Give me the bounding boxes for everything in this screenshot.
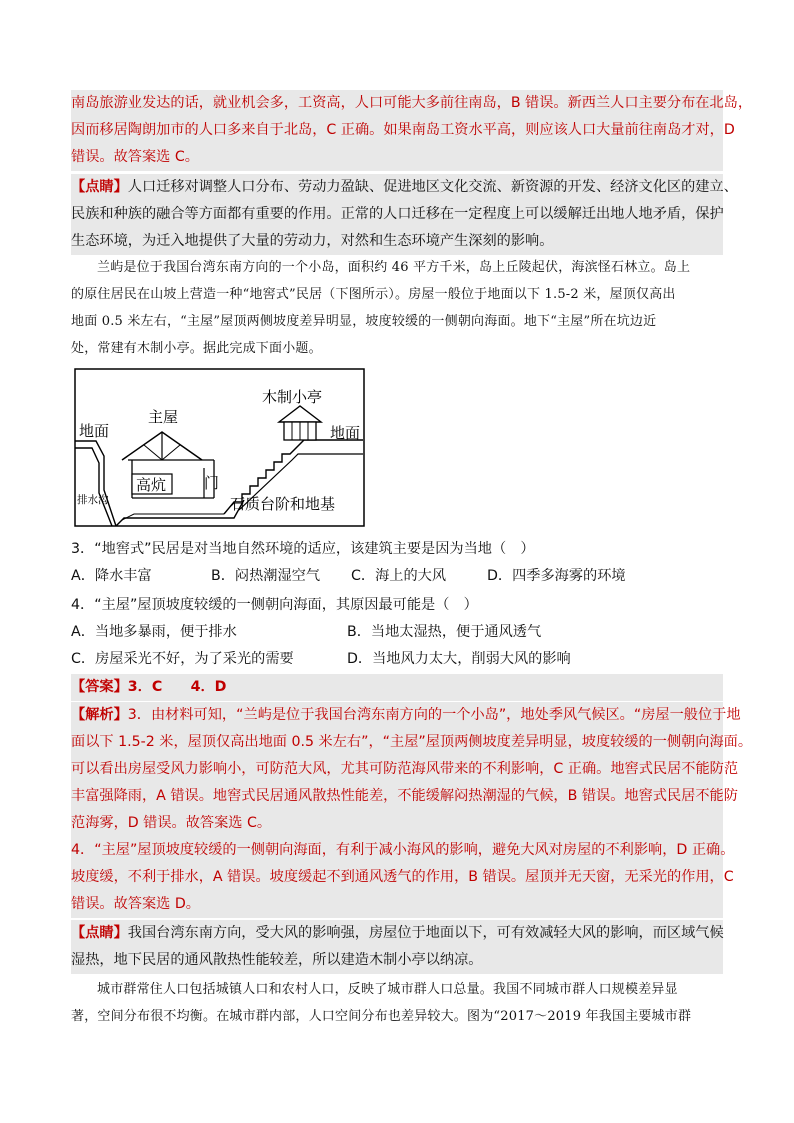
option-b[interactable]: B．闷热潮湿空气: [211, 568, 321, 584]
analysis-line: 范海雾，D 错误。故答案选 C。: [71, 815, 272, 831]
analysis-line: 面以下 1.5-2 米，屋顶仅高出地面 0.5 米左右”，“主屋”屋顶两侧坡度差异明显，坡度较缓的一侧朝向海面。: [71, 734, 753, 750]
passage-line: 的原住居民在山坡上营造一种“地窖式”民居（下图所示）。房屋一般位于地面以下 1.5-2 米，屋顶仅高出: [71, 287, 676, 302]
option-b[interactable]: B．当地太湿热，便于通风透气: [347, 624, 542, 640]
option-d[interactable]: D．四季多海雾的环境: [487, 568, 626, 584]
analysis-line: 4．“主屋”屋顶坡度较缓的一侧朝向海面，有利于减小海风的影响，避免大风对房屋的不利影响，D 正确。: [71, 842, 735, 858]
analysis-tag: 【解析】: [71, 707, 128, 723]
question-3: [71, 536, 723, 590]
label-door: 门: [204, 474, 220, 492]
passage-line: 城市群常住人口包括城镇人口和农村人口，反映了城市群人口总量。我国不同城市群人口规模差异显: [97, 982, 678, 997]
comment-tag: 【点睛】: [71, 925, 128, 941]
passage-line: 兰屿是位于我国台湾东南方向的一个小岛，面积约 46 平方千米，岛上丘陵起伏，海滨怪石林立。岛上: [97, 260, 691, 275]
prev-analysis-line: 错误。故答案选 C。: [71, 149, 199, 165]
comment-line: 湿热，地下民居的通风散热性能较差，所以建造木制小亭以纳凉。: [71, 952, 483, 968]
cellar-dwelling-diagram: [74, 368, 366, 528]
comment-block: [71, 920, 723, 974]
label-ground-right: 地面: [330, 424, 361, 442]
option-c[interactable]: C．房屋采光不好，为了采光的需要: [71, 651, 294, 667]
option-a[interactable]: A．降水丰富: [71, 568, 152, 584]
prev-analysis-line: 南岛旅游业发达的话，就业机会多，工资高，人口可能大多前往南岛，B 错误。新西兰人口主要分布在北岛，: [71, 95, 753, 111]
analysis-line: 可以看出房屋受风力影响小，可防范大风，尤其可防范海风带来的不利影响，C 正确。地窖式民居不能防范: [71, 761, 739, 777]
answer-block: [71, 674, 723, 701]
passage-line: 著，空间分布很不均衡。在城市群内部，人口空间分布也差异较大。图为“2017～2019 年我国主要城市群: [71, 1009, 692, 1024]
question-4: [71, 592, 723, 673]
prev-analysis-block: [71, 90, 753, 171]
prev-comment-line: 生态环境，为迁入地提供了大量的劳动力，对然和生态环境产生深刻的影响。: [71, 233, 554, 249]
comment-line: 我国台湾东南方向，受大风的影响强，房屋位于地面以下，可有效减轻大风的影响，而区域气候: [127, 925, 724, 941]
label-ground-left: 地面: [79, 422, 110, 440]
prev-comment-block: [71, 174, 738, 255]
analysis-line: 3．由材料可知，“兰屿是位于我国台湾东南方向的一个小岛”，地处季风气候区。“房屋一般位于地: [127, 707, 741, 723]
option-c[interactable]: C．海上的大风: [351, 568, 447, 584]
analysis-line: 坡度缓，不利于排水，A 错误。坡度缓起不到通风透气的作用，B 错误。屋顶并无天窗，无采光的作用，C: [71, 869, 734, 885]
comment-tag: 【点睛】: [71, 179, 128, 195]
answer-text: 3．C 4．D: [127, 679, 227, 695]
analysis-block: [71, 702, 753, 918]
prev-comment-line: 民族和种族的融合等方面都有重要的作用。正常的人口迁移在一定程度上可以缓解迁出地人地矛盾，保护: [71, 206, 724, 222]
option-a[interactable]: A．当地多暴雨，便于排水: [71, 624, 237, 640]
label-main-house: 主屋: [148, 408, 179, 426]
passage-line: 地面 0.5 米左右，“主屋”屋顶两侧坡度差异明显，坡度较缓的一侧朝向海面。地下“主屋”所在坑边近: [71, 314, 657, 329]
prev-comment-line: 人口迁移对调整人口分布、劳动力盈缺、促进地区文化交流、新资源的开发、经济文化区的建立、: [127, 179, 738, 195]
label-steps: 石质台阶和地基: [230, 495, 336, 513]
analysis-line: 丰富强降雨，A 错误。地窖式民居通风散热性能差，不能缓解闷热潮湿的气候，B 错误。地窖式民居不能防: [71, 788, 738, 804]
prev-analysis-line: 因而移居陶朗加市的人口多来自于北岛，C 正确。如果南岛工资水平高，则应该人口大量前往南岛才对，D: [71, 122, 735, 138]
analysis-line: 错误。故答案选 D。: [71, 896, 200, 912]
passage-lanyu: [71, 254, 723, 362]
answer-tag: 【答案】: [71, 679, 128, 695]
label-kang: 高炕: [136, 476, 167, 494]
option-d[interactable]: D．当地风力太大，削弱大风的影响: [347, 651, 571, 667]
label-drain: 排水沟: [77, 494, 109, 506]
label-pavilion: 木制小亭: [262, 388, 323, 406]
passage-line: 处，常建有木制小亭。据此完成下面小题。: [71, 341, 322, 356]
question-stem: 4．“主屋”屋顶坡度较缓的一侧朝向海面，其原因最可能是（ ）: [71, 597, 478, 613]
passage-urban-agglomeration: [71, 976, 723, 1030]
question-stem: 3．“地窖式”民居是对当地自然环境的适应，该建筑主要是因为当地（ ）: [71, 541, 535, 557]
